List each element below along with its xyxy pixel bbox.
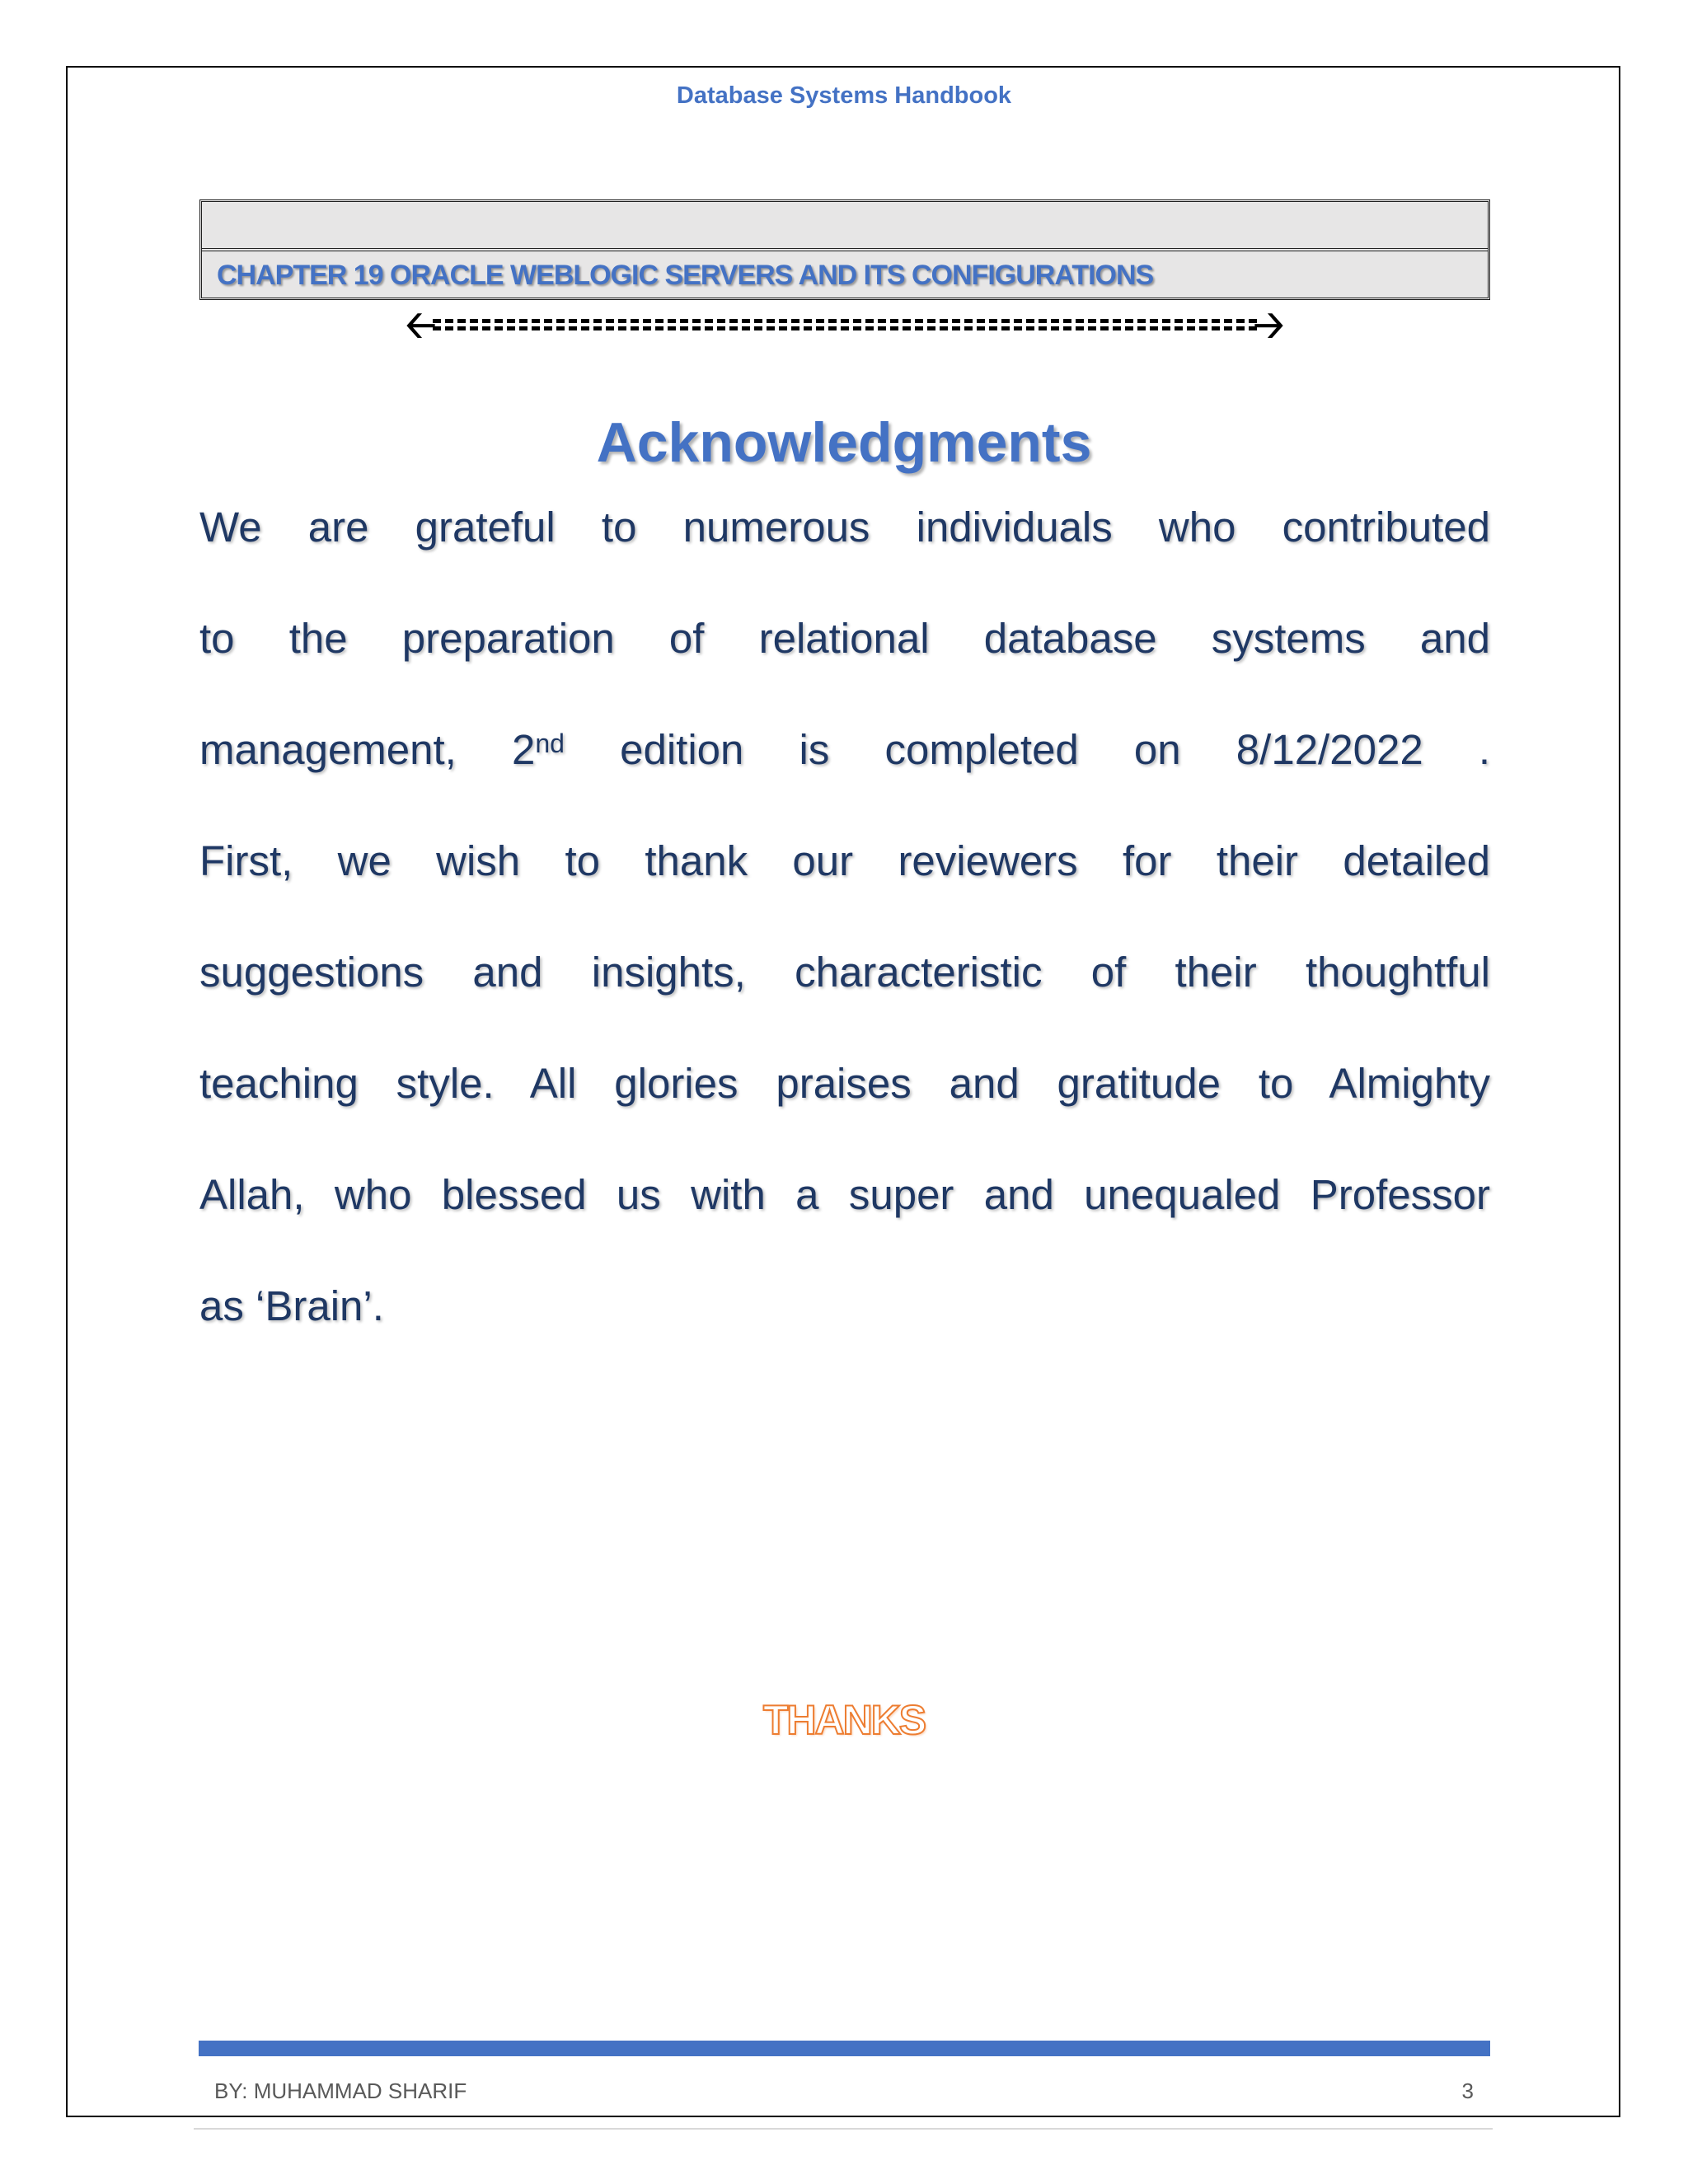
paragraph-line: suggestions and insights, characteristic of their thoughtful — [199, 949, 1490, 996]
line-text: management, 2 — [199, 726, 536, 773]
line-text: edition is completed on 8/12/2022 . — [564, 726, 1490, 773]
chapter-title: CHAPTER 19 ORACLE WEBLOGIC SERVERS AND ITS CONFIGURATIONS — [217, 260, 1154, 291]
superscript: nd — [535, 729, 565, 758]
paragraph-line: teaching style. All glories praises and gratitude to Almighty — [199, 1060, 1490, 1107]
paragraph-line: Allah, who blessed us with a super and unequaled Professor — [199, 1171, 1490, 1218]
divider-shaft — [433, 319, 1256, 330]
chapter-box-empty-row — [202, 202, 1488, 251]
page-number: 3 — [1461, 2079, 1474, 2103]
acknowledgment-paragraph — [199, 494, 1490, 1385]
arrow-left-icon: 🡠 — [406, 303, 437, 346]
arrow-right-icon: 🡢 — [1253, 303, 1284, 346]
paragraph-line: to the preparation of relational database systems and — [199, 615, 1490, 662]
footer-rule — [199, 2041, 1490, 2056]
paragraph-line: First, we wish to thank our reviewers for their detailed — [199, 837, 1490, 884]
double-arrow-divider — [406, 303, 1284, 346]
paragraph-line: as ‘Brain’. — [199, 1282, 384, 1329]
paragraph-line — [199, 717, 1490, 828]
bottom-divider — [194, 2128, 1493, 2130]
thanks-text: THANKS — [762, 1697, 926, 1743]
section-heading: Acknowledgments — [596, 411, 1092, 474]
running-header: Database Systems Handbook — [676, 82, 1012, 109]
footer-author: BY: MUHAMMAD SHARIF — [214, 2079, 467, 2103]
paragraph-line: We are grateful to numerous individuals who contributed — [199, 504, 1490, 551]
chapter-title-box — [199, 199, 1490, 300]
